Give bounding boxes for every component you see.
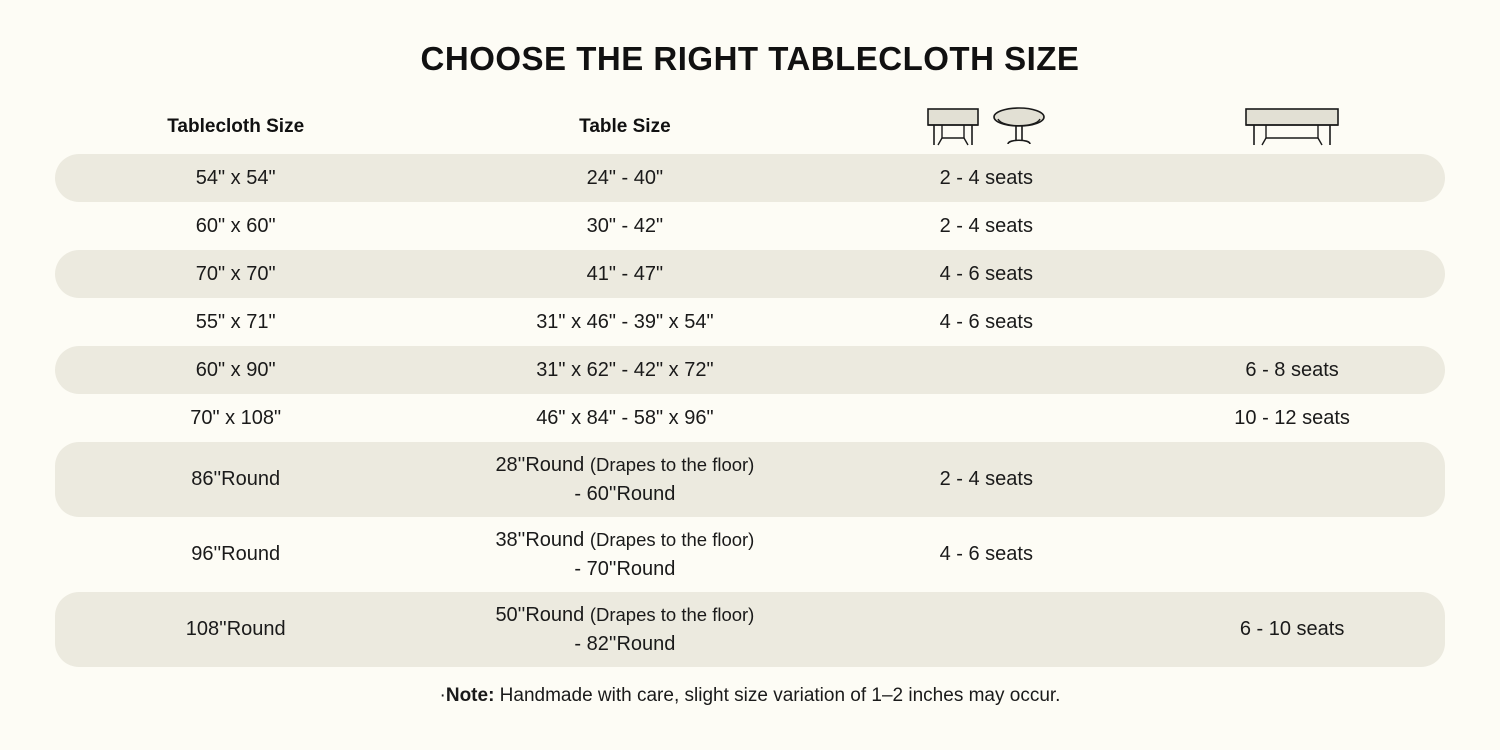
cell-tablecloth-size: 54" x 54" [55,154,416,202]
cell-seats-large [1139,202,1445,250]
cell-seats-large [1139,298,1445,346]
table-size-line1: 31" x 46" - 39" x 54" [536,310,714,333]
table-size-line1 [416,451,833,480]
cell-table-size [416,442,833,517]
table-row [55,250,1445,298]
cell-seats-small [833,394,1139,442]
table-size-line1: 31" x 62" - 42" x 72" [536,358,714,381]
cell-table-size [416,346,833,394]
table-size-value: 28''Round [495,453,585,476]
cell-tablecloth-size: 60" x 90" [55,346,416,394]
cell-table-size [416,202,833,250]
table-size-line1: 30" - 42" [586,214,664,237]
cell-seats-small: 4 - 6 seats [833,250,1139,298]
cell-tablecloth-size: 86''Round [55,442,416,517]
icon-pair-small [833,104,1139,150]
table-size-value: 50''Round [495,603,585,626]
cell-table-size [416,250,833,298]
cell-seats-small: 2 - 4 seats [939,214,1033,237]
size-chart-container [0,100,1500,667]
table-row [55,394,1445,442]
cell-seats-small [833,592,1139,667]
table-size-line1 [416,526,833,555]
note-bullet: · [439,685,446,706]
cell-tablecloth-size: 96''Round [191,543,281,565]
table-size-line2: - 60''Round [574,482,676,505]
cell-seats-small: 4 - 6 seats [939,310,1033,333]
header-tablecloth-size: Tablecloth Size [167,116,305,137]
drape-note: (Drapes to the floor) [589,453,755,475]
table-size-line2: - 82''Round [574,632,676,655]
table-size-line1: 46" x 84" - 58" x 96" [536,406,714,429]
cell-seats-large [1139,517,1445,592]
cell-tablecloth-size: 70" x 70" [55,250,416,298]
icon-pair-large [1139,104,1445,150]
table-body [55,154,1445,667]
table-size-value: 38''Round [495,528,585,551]
cell-seats-large: 10 - 12 seats [1234,406,1350,429]
size-chart-table [55,100,1445,667]
table-row [55,442,1445,517]
cell-seats-large [1139,442,1445,517]
table-row [55,346,1445,394]
cell-tablecloth-size: 55" x 71" [195,310,276,333]
cell-seats-small: 2 - 4 seats [833,442,1139,517]
cell-table-size [416,154,833,202]
note-label: Note: [445,685,495,706]
table-row [55,202,1445,250]
table-size-line1 [416,601,833,630]
long-rectangular-table-icon [1240,104,1344,150]
cell-tablecloth-size: 108''Round [55,592,416,667]
cell-seats-large [1139,250,1445,298]
cell-table-size [416,517,833,592]
header-table-size: Table Size [579,116,671,137]
cell-seats-small [833,346,1139,394]
table-size-line1: 41" - 47" [586,262,664,285]
cell-seats-large: 6 - 10 seats [1139,592,1445,667]
header-small-table-icons [833,100,1139,154]
round-table-icon [988,104,1050,150]
cell-table-size [416,592,833,667]
header-large-table-icon [1139,100,1445,154]
drape-note: (Drapes to the floor) [589,528,755,550]
note-text: Handmade with care, slight size variation of 1–2 inches may occur. [494,685,1061,706]
table-row [55,517,1445,592]
cell-seats-small: 4 - 6 seats [939,543,1033,565]
cell-tablecloth-size: 70" x 108" [190,406,282,429]
page-title: CHOOSE THE RIGHT TABLECLOTH SIZE [420,40,1080,77]
table-row [55,592,1445,667]
table-size-line1: 24" - 40" [586,166,664,189]
table-size-line2: - 70''Round [574,557,676,580]
cell-seats-large: 6 - 8 seats [1139,346,1445,394]
cell-table-size [416,394,833,442]
table-row [55,154,1445,202]
cell-table-size [416,298,833,346]
table-row [55,298,1445,346]
cell-tablecloth-size: 60" x 60" [195,214,276,237]
table-header [55,100,1445,154]
footer-note [0,685,1500,707]
header-row [55,100,1445,154]
cell-seats-small: 2 - 4 seats [833,154,1139,202]
cell-seats-large [1139,154,1445,202]
rectangular-table-icon [922,104,984,150]
drape-note: (Drapes to the floor) [589,603,755,625]
